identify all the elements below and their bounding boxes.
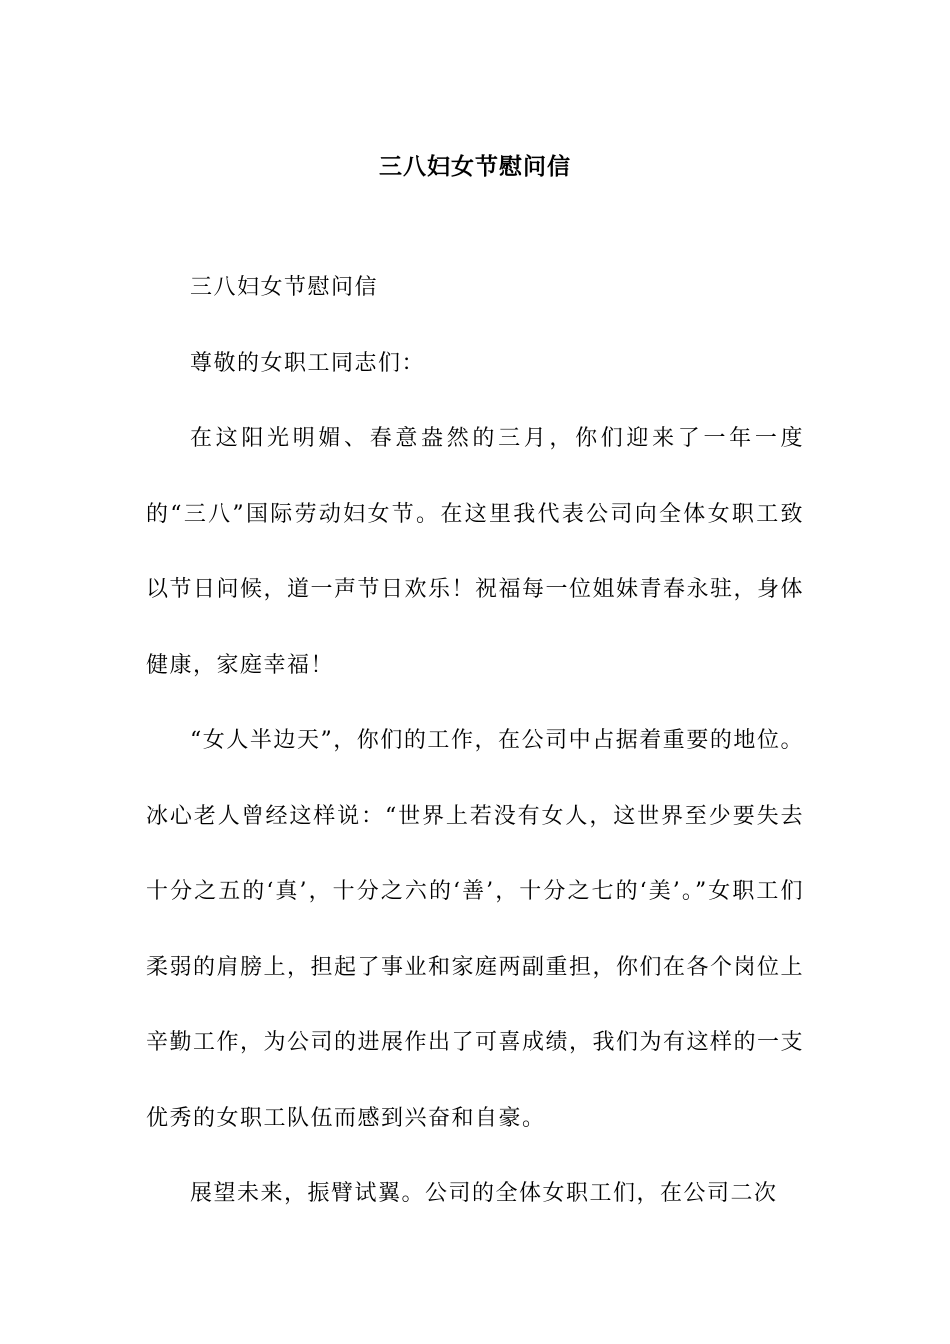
document-title: 三八妇女节慰问信 <box>379 153 571 181</box>
salutation: 尊敬的女职工同志们： <box>190 350 426 376</box>
body-paragraph: “女人半边天”，你们的工作，在公司中占据着重要的地位。冰心老人曾经这样说：“世界上若没有女人，这世界至少要失去十分之五的‘真’，十分之六的‘善’，十分之七的‘美’。”女职工们柔弱的肩膀上，担起了事业和家庭两副重担，你们在各个岗位上辛勤工作，为公司的进展作出了可喜成绩，我们为有这样的一支优秀的女职工队伍而感到兴奋和自豪。 <box>146 728 805 1131</box>
body-paragraph-heading: 三八妇女节慰问信 <box>190 275 379 300</box>
document-body <box>146 250 804 1232</box>
body-paragraph: 展望未来，振臂试翼。公司的全体女职工们，在公司二次 <box>190 1181 778 1206</box>
body-paragraph: 在这阳光明媚、春意盎然的三月，你们迎来了一年一度的“三八”国际劳动妇女节。在这里我代表公司向全体女职工致以节日问候，道一声节日欢乐！祝福每一位姐妹青春永驻，身体健康，家庭幸福！ <box>146 426 805 678</box>
